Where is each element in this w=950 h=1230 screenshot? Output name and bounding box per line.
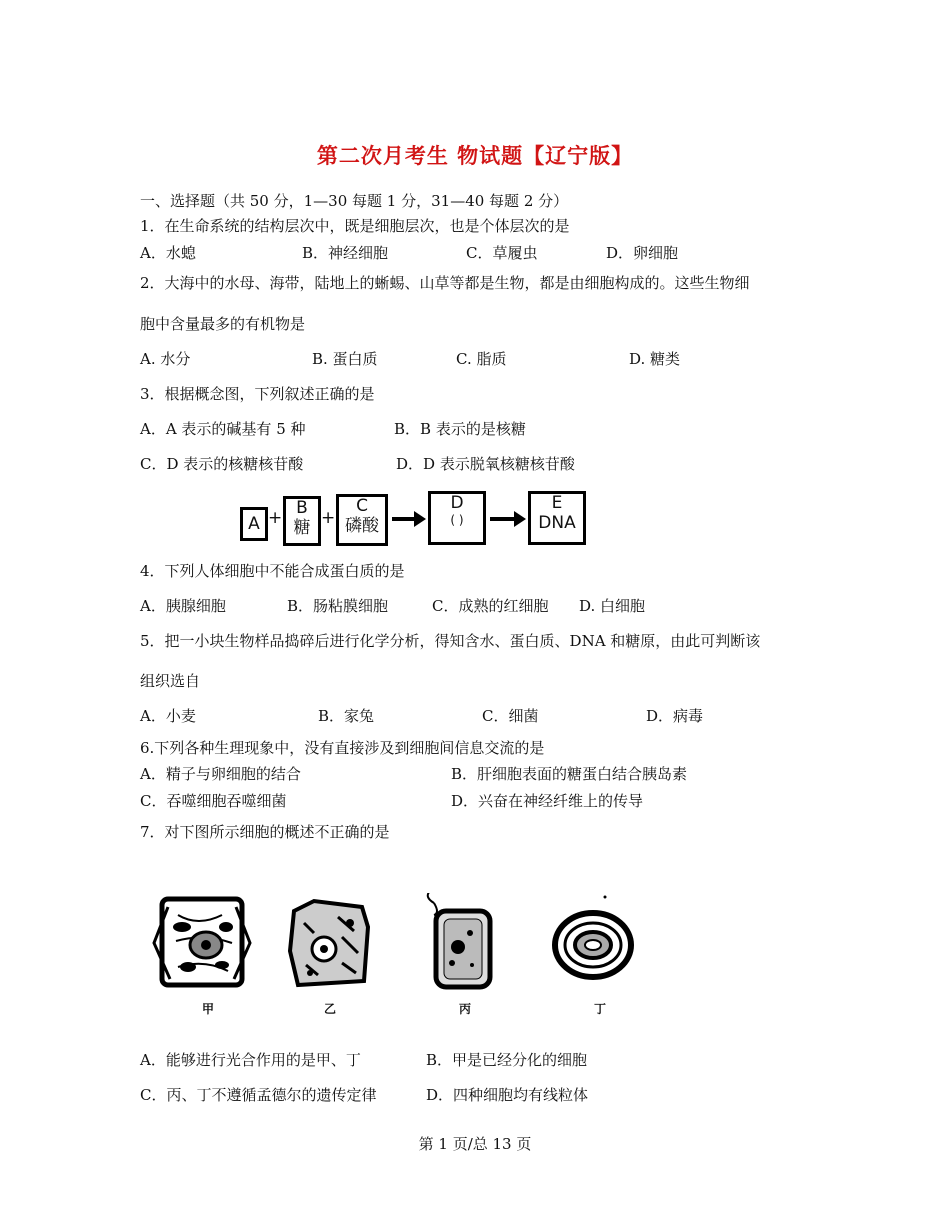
cell-label-yi: 乙	[324, 1002, 337, 1016]
question-2-stem-line1: 2．大海中的水母、海带，陆地上的蜥蜴、山草等都是生物，都是由细胞构成的。这些生物细	[140, 274, 750, 292]
section-heading: 一、选择题（共 50 分，1—30 每题 1 分，31—40 每题 2 分）	[140, 192, 569, 210]
q2-option-a: A. 水分	[140, 350, 191, 368]
q1-option-a: A．水螅	[140, 244, 196, 262]
q3-option-a: A．A 表示的碱基有 5 种	[140, 420, 306, 438]
cell-label-jia: 甲	[202, 1002, 215, 1016]
q5-option-b: B．家兔	[318, 707, 375, 725]
plant-cell-jia-illustration	[148, 893, 256, 993]
question-5-stem-line2: 组织选自	[140, 672, 201, 690]
q2-option-b: B. 蛋白质	[312, 350, 378, 368]
diagram-box-e-letter: E	[551, 493, 563, 513]
q7-option-d: D．四种细胞均有线粒体	[426, 1086, 589, 1104]
cell-label-bing: 丙	[459, 1002, 472, 1016]
q3-option-b: B．B 表示的是核糖	[394, 420, 526, 438]
q4-option-b: B．肠粘膜细胞	[287, 597, 389, 615]
question-6-stem: 6.下列各种生理现象中，没有直接涉及到细胞间信息交流的是	[140, 739, 545, 757]
q5-option-a: A．小麦	[140, 707, 196, 725]
diagram-box-c	[336, 494, 388, 546]
diagram-box-d-letter: D	[450, 493, 464, 513]
bacterium-bing-illustration	[420, 893, 500, 993]
diagram-arrow-2	[490, 517, 516, 521]
plant-cell-yi-illustration	[284, 893, 374, 993]
question-5-stem-line1: 5．把一小块生物样品捣碎后进行化学分析，得知含水、蛋白质、DNA 和糖原，由此可判断该	[140, 632, 761, 650]
cell-label-ding: 丁	[594, 1002, 607, 1016]
page-footer: 第 1 页/总 13 页	[418, 1135, 532, 1153]
diagram-box-e-sub: DNA	[538, 512, 576, 533]
q6-option-a: A．精子与卵细胞的结合	[140, 765, 301, 783]
q1-option-c: C．草履虫	[466, 244, 538, 262]
diagram-box-d	[428, 491, 486, 545]
q4-option-c: C．成熟的红细胞	[432, 597, 549, 615]
diagram-plus-2: +	[321, 508, 336, 528]
q6-option-d: D．兴奋在神经纤维上的传导	[451, 792, 644, 810]
q6-option-c: C．吞噬细胞吞噬细菌	[140, 792, 287, 810]
q7-option-c: C．丙、丁不遵循孟德尔的遗传定律	[140, 1086, 377, 1104]
question-2-stem-line2: 胞中含量最多的有机物是	[140, 315, 306, 333]
q6-option-b: B．肝细胞表面的糖蛋白结合胰岛素	[451, 765, 688, 783]
diagram-box-b-sub: 糖	[293, 517, 311, 538]
q5-option-d: D．病毒	[646, 707, 704, 725]
diagram-box-b	[283, 496, 321, 546]
q3-option-c: C．D 表示的核糖核苷酸	[140, 455, 304, 473]
q1-option-d: D．卵细胞	[606, 244, 679, 262]
q7-option-a: A．能够进行光合作用的是甲、丁	[140, 1051, 361, 1069]
red-blood-cell-ding-illustration	[550, 893, 636, 993]
diagram-box-d-blank: ( )	[450, 512, 464, 527]
diagram-arrow-1	[392, 517, 416, 521]
q1-option-b: B．神经细胞	[302, 244, 389, 262]
diagram-box-c-sub: 磷酸	[345, 515, 379, 536]
q4-option-d: D. 白细胞	[579, 597, 646, 615]
q4-option-a: A．胰腺细胞	[140, 597, 226, 615]
diagram-box-e	[528, 491, 586, 545]
q2-option-d: D. 糖类	[629, 350, 681, 368]
diagram-box-c-letter: C	[356, 496, 368, 516]
question-4-stem: 4．下列人体细胞中不能合成蛋白质的是	[140, 562, 405, 580]
question-1-stem: 1．在生命系统的结构层次中，既是细胞层次，也是个体层次的是	[140, 217, 570, 235]
diagram-plus-1: +	[268, 508, 283, 528]
page-title: 第二次月考生 物试题【辽宁版】	[316, 143, 634, 168]
q7-option-b: B．甲是已经分化的细胞	[426, 1051, 588, 1069]
diagram-box-b-letter: B	[296, 498, 308, 518]
diagram-box-a	[240, 507, 268, 541]
q5-option-c: C．细菌	[482, 707, 539, 725]
question-3-stem: 3．根据概念图，下列叙述正确的是	[140, 385, 375, 403]
question-7-stem: 7．对下图所示细胞的概述不正确的是	[140, 823, 390, 841]
q3-option-d: D．D 表示脱氧核糖核苷酸	[396, 455, 575, 473]
diagram-box-a-label: A	[248, 514, 260, 534]
q2-option-c: C. 脂质	[456, 350, 507, 368]
